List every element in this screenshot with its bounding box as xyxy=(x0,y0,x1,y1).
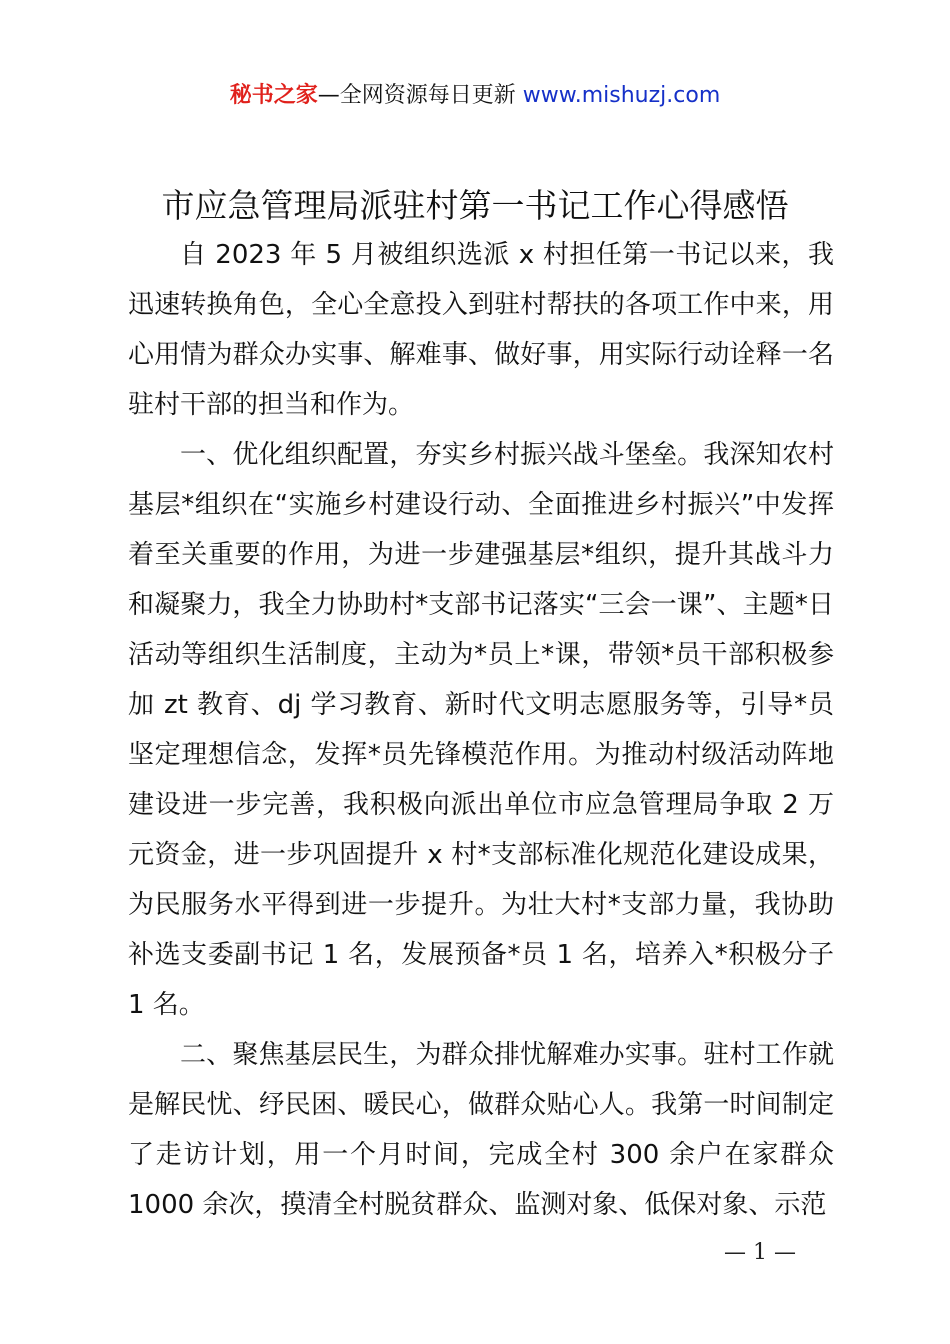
page-number: — 1 — xyxy=(724,1240,796,1265)
paragraph-intro: 自 2023 年 5 月被组织选派 x 村担任第一书记以来，我迅速转换角色，全心全意投入到驻村帮扶的各项工作中来，用心用情为群众办实事、解难事、做好事，用实际行动诠释一名驻村干部的担当和作为。 xyxy=(128,240,834,420)
paragraph-section-two: 二、聚焦基层民生，为群众排忧解难办实事。驻村工作就是解民忧、纾民困、暖民心，做群众贴心人。我第一时间制定了走访计划，用一个月时间，完成全村 300 余户在家群众 1000 余次，摸清全村脱贫群众、监测对象、低保对象、示范 xyxy=(128,1040,834,1220)
site-brand: 秘书之家 xyxy=(229,83,318,108)
paragraph-section-one: 一、优化组织配置，夯实乡村振兴战斗堡垒。我深知农村基层*组织在“实施乡村建设行动、全面推进乡村振兴”中发挥着至关重要的作用，为进一步建强基层*组织，提升其战斗力和凝聚力，我全力协助村*支部书记落实“三会一课”、主题*日活动等组织生活制度，主动为*员上*课，带领*员干部积极参加 zt 教育、dj 学习教育、新时代文明志愿服务等，引导*员坚定理想信念，发挥*员先锋模范作用。为推动村级活动阵地建设进一步完善，我积极向派出单位市应急管理局争取 2 万元资金，进一步巩固提升 x 村*支部标准化规范化建设成果，为民服务水平得到进一步提升。为壮大村*支部力量，我协助补选支委副书记 1 名，发展预备*员 1 名，培养入*积极分子 1 名。 xyxy=(128,440,834,1020)
site-tagline: —全网资源每日更新 xyxy=(317,83,523,108)
site-header xyxy=(0,78,950,114)
site-url-link[interactable]: www.mishuzj.com xyxy=(522,83,721,108)
document-title: 市应急管理局派驻村第一书记工作心得感悟 xyxy=(161,186,789,225)
document-body xyxy=(128,230,834,1230)
